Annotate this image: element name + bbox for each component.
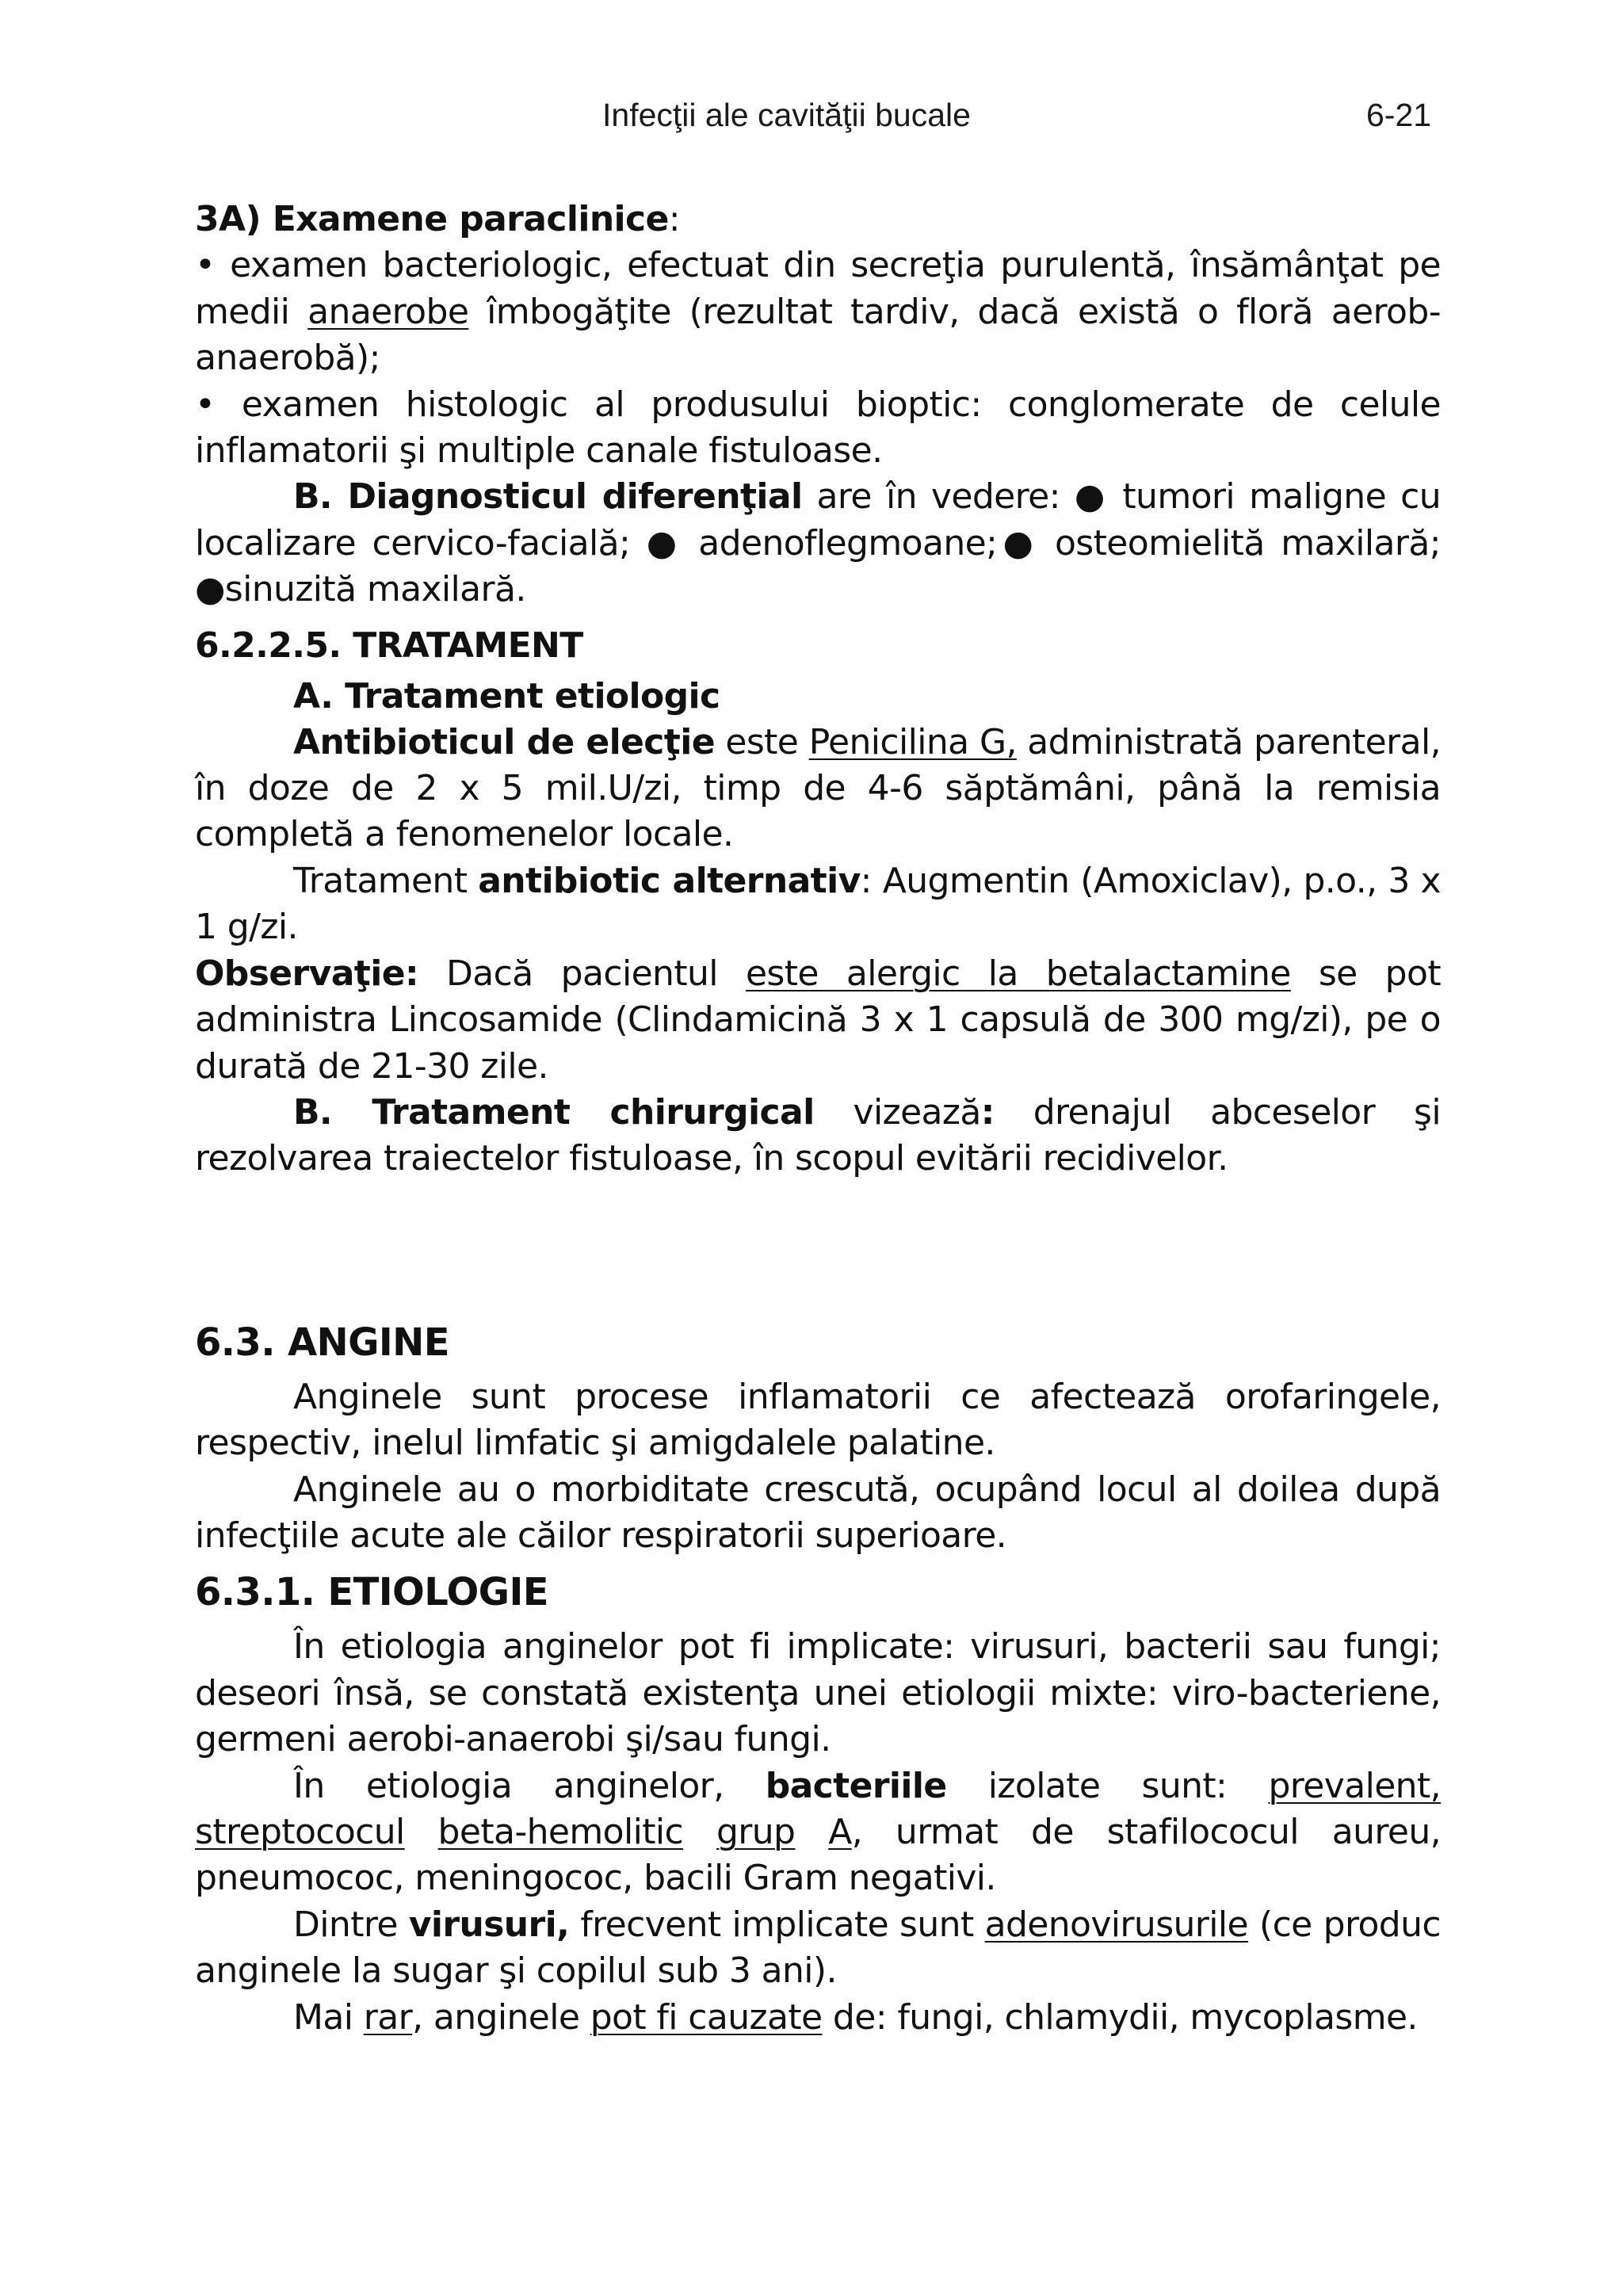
text-run: În etiologia anginelor,: [293, 1765, 766, 1806]
section-heading-tratament: 6.2.2.5. TRATAMENT: [195, 625, 583, 666]
differential-diagnosis: [195, 474, 1441, 613]
surgical-treatment-paragraph: [195, 1090, 1441, 1182]
bold-colon: :: [980, 1091, 995, 1133]
underlined-term: adenovirusurile: [984, 1904, 1249, 1945]
text-run: Dintre: [293, 1904, 409, 1945]
bold-label: Observaţie:: [195, 953, 418, 994]
text-run: administrată parenteral, în doze de 2 x 5 mil.U/zi, timp de 4-6 săptămâni, până la remisia completă a fenomenelor locale.: [195, 721, 1441, 855]
underlined-term: streptococul: [195, 1811, 405, 1852]
text-run: , urmat de stafilococul aureu, pneumococ, meningococ, bacili Gram negativi.: [195, 1811, 1442, 1899]
text-run: [405, 1812, 438, 1852]
text-run: [795, 1812, 828, 1852]
body-text: [195, 197, 1441, 2041]
bullet-histologic: • examen histologic al produsului bioptic: conglomerate de celule inflamatorii şi multiple canale fistuloase.: [195, 384, 1441, 472]
underlined-term: grup: [716, 1811, 796, 1852]
text-run: (ce produc anginele la sugar şi copilul sub 3 ani).: [195, 1904, 1441, 1992]
underlined-term: prevalent,: [1268, 1765, 1441, 1806]
heading-text: 3A) Examene paraclinice: [195, 199, 669, 239]
underlined-term: pot fi cauzate: [590, 1996, 823, 2038]
section-heading-etiologie: 6.3.1. ETIOLOGIE: [195, 1570, 548, 1615]
paraclinic-heading: [195, 197, 1441, 243]
text-run: izolate sunt:: [946, 1765, 1269, 1806]
text-run: Mai: [293, 1996, 364, 2038]
heading-colon: :: [668, 199, 680, 239]
text-run: , anginele: [412, 1996, 590, 2038]
text-run: : Augmentin (Amoxiclav), p.o., 3 x 1 g/zi.: [195, 860, 1441, 948]
text-run: Dacă pacientul: [418, 953, 746, 994]
underlined-term: Penicilina G,: [808, 721, 1017, 762]
text-run: vizează: [814, 1091, 981, 1133]
text-run: Tratament: [293, 860, 479, 901]
text-run: [683, 1812, 716, 1852]
text-run: drenajul abceselor şi rezolvarea traiectelor fistuloase, în scopul evitării recidivelor.: [195, 1091, 1441, 1179]
underlined-term: A: [828, 1811, 852, 1852]
running-title: Infecţii ale cavităţii bucale: [602, 97, 971, 133]
etiology-paragraph-4: [195, 1995, 1441, 2041]
bold-label: antibiotic alternativ: [478, 860, 861, 901]
angine-paragraph-1: Anginele sunt procese inflamatorii ce afectează orofaringele, respectiv, inelul limfatic şi amigdalele palatine.: [195, 1376, 1441, 1464]
underlined-term: este alergic la betalactamine: [745, 953, 1291, 994]
bold-label: virusuri,: [408, 1904, 570, 1945]
section-heading-angine: 6.3. ANGINE: [195, 1320, 449, 1365]
bullet-bacteriologic: [195, 243, 1441, 381]
etiology-paragraph-3: [195, 1902, 1441, 1995]
antibiotic-paragraph: [195, 720, 1441, 858]
text-run: este: [714, 721, 809, 762]
bold-label: Antibioticul de elecţie: [293, 721, 715, 762]
bold-label: B. Tratament chirurgical: [293, 1091, 815, 1133]
text-run: • examen bacteriologic, efectuat din secreţia purulentă, însămânţat pe medii: [195, 245, 1441, 332]
text-run: frecvent implicate sunt: [569, 1904, 985, 1945]
page-number: 6-21: [1366, 97, 1432, 133]
text-run: de: fungi, chlamydii, mycoplasme.: [822, 1996, 1418, 2038]
underlined-term: anaerobe: [307, 291, 469, 332]
alternative-treatment-paragraph: [195, 858, 1441, 951]
angine-paragraph-2: Anginele au o morbiditate crescută, ocupând locul al doilea după infecţiile acute ale căilor respiratorii superioare.: [195, 1469, 1441, 1556]
observation-paragraph: [195, 951, 1441, 1090]
text-run: se pot administra Lincosamide (Clindamicină 3 x 1 capsulă de 300 mg/zi), pe o durată de 21-30 zile.: [195, 953, 1441, 1087]
underlined-term: rar: [363, 1996, 413, 2038]
bold-label: bacteriile: [765, 1765, 947, 1806]
etiology-paragraph-1: În etiologia anginelor pot fi implicate: virusuri, bacterii sau fungi; deseori însă, se constată existenţa unei etiologii mixte: viro-bacteriene, germeni aerobi-anaerobi şi/sau fungi.: [195, 1626, 1441, 1760]
text-run: are în vedere: ● tumori maligne cu localizare cervico-facială; ● adenoflegmoane;● osteomielită maxilară; ●sinuzită maxilară.: [195, 476, 1441, 610]
etiology-paragraph-2: [195, 1763, 1441, 1902]
subheading-etiologic: A. Tratament etiologic: [293, 675, 720, 716]
bold-label: B. Diagnosticul diferenţial: [293, 476, 803, 518]
text-run: îmbogăţite (rezultat tardiv, dacă există o floră aerob-anaerobă);: [195, 291, 1441, 379]
underlined-term: beta-hemolitic: [437, 1811, 684, 1852]
